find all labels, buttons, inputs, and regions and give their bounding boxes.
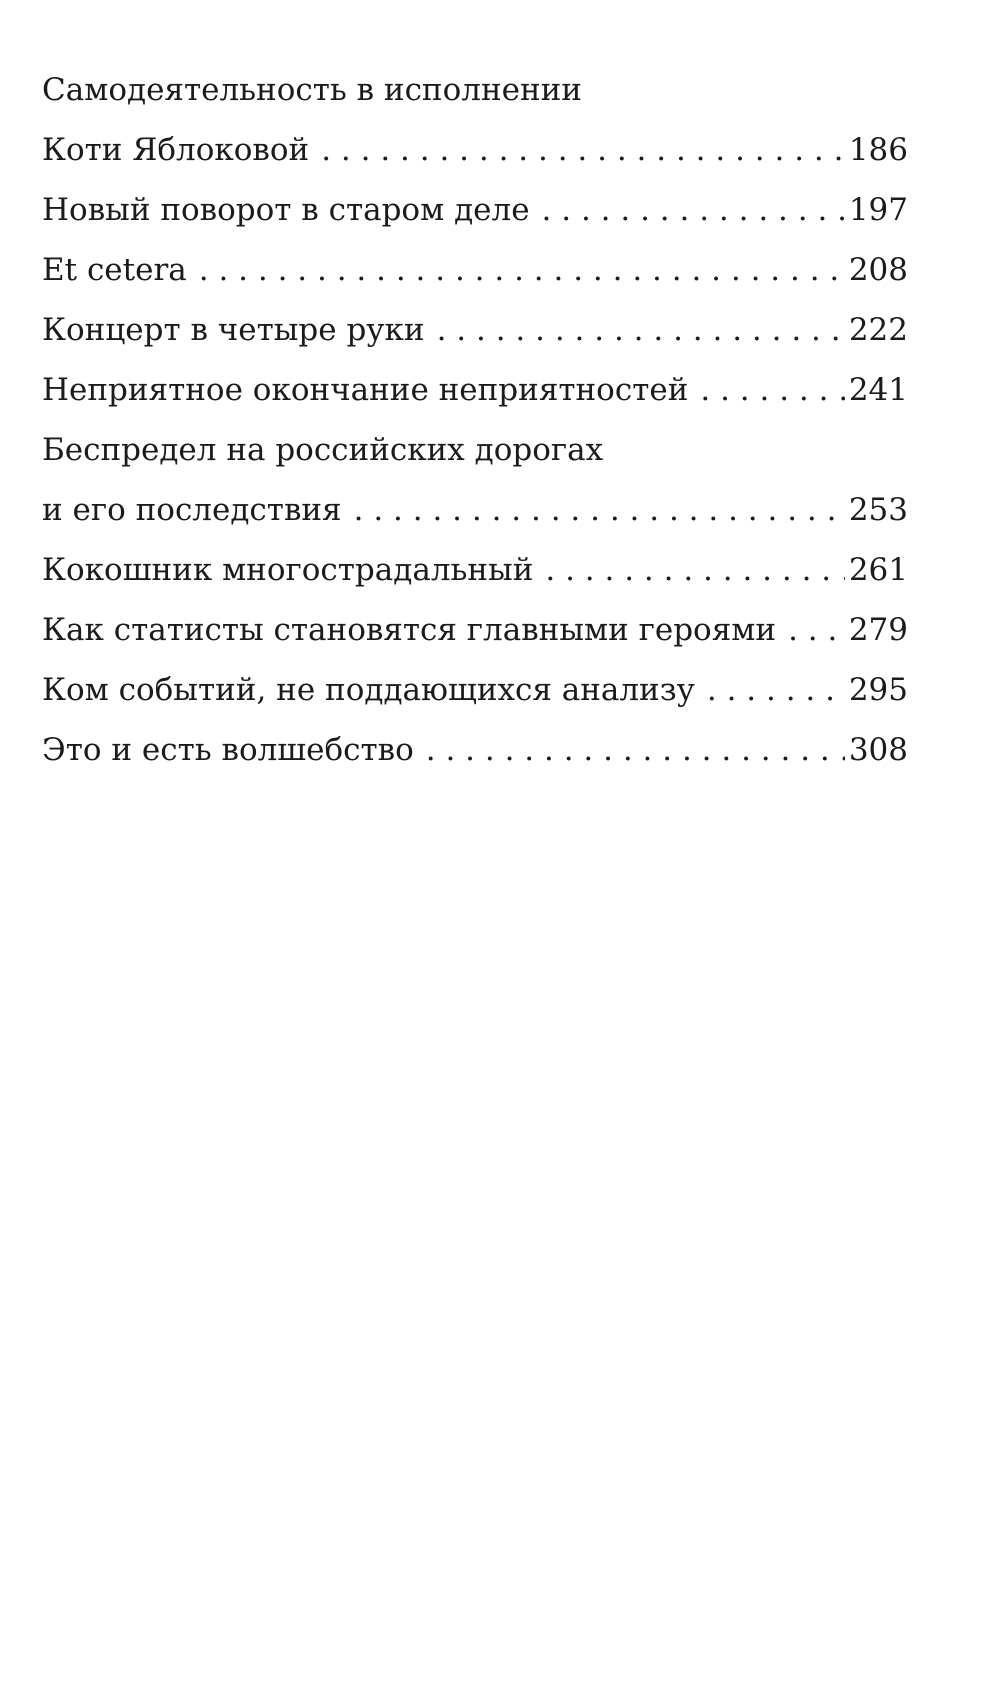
dot-leader xyxy=(788,600,845,660)
toc-page-number: 253 xyxy=(848,492,908,528)
dot-leader xyxy=(426,720,845,780)
toc-entry-title: Концерт в четыре руки xyxy=(42,312,425,348)
toc-page-number: 295 xyxy=(848,672,908,708)
dot-leader xyxy=(545,540,844,600)
toc-entry[interactable] xyxy=(42,180,908,240)
toc-entry-line xyxy=(42,480,908,540)
toc-entry-line xyxy=(42,300,908,360)
dot-leader xyxy=(437,300,845,360)
toc-page-number: 186 xyxy=(848,132,908,168)
toc-entry-title: Самодеятельность в исполнении xyxy=(42,72,582,108)
toc-entry[interactable] xyxy=(42,360,908,420)
toc-page-number: 222 xyxy=(848,312,908,348)
toc-entry-line xyxy=(42,660,908,720)
toc-page-number: 208 xyxy=(848,252,908,288)
toc-entry-line xyxy=(42,600,908,660)
toc-entry[interactable] xyxy=(42,240,908,300)
toc-page-number: 279 xyxy=(848,612,908,648)
toc-page-number: 308 xyxy=(848,732,908,768)
toc-entry-line xyxy=(42,420,908,480)
toc-entry[interactable] xyxy=(42,420,908,540)
toc-entry-title: Коти Яблоковой xyxy=(42,132,310,168)
toc-entry[interactable] xyxy=(42,720,908,780)
toc-entry-title: Беспредел на российских дорогах xyxy=(42,432,604,468)
toc-entry-line xyxy=(42,120,908,180)
toc-entry-line xyxy=(42,540,908,600)
toc-entry-title: Кокошник многострадальный xyxy=(42,552,534,588)
toc-entry[interactable] xyxy=(42,540,908,600)
toc-entry-line xyxy=(42,720,908,780)
toc-entry-line xyxy=(42,60,908,120)
toc-entry-title: Неприятное окончание неприятностей xyxy=(42,372,689,408)
toc-entry[interactable] xyxy=(42,660,908,720)
toc-entry[interactable] xyxy=(42,600,908,660)
table-of-contents xyxy=(42,60,908,780)
dot-leader xyxy=(321,120,845,180)
toc-page-number: 241 xyxy=(848,372,908,408)
toc-page-number: 197 xyxy=(848,192,908,228)
toc-entry-title: Новый поворот в старом деле xyxy=(42,192,530,228)
dot-leader xyxy=(199,240,845,300)
toc-entry-title: Et cetera xyxy=(42,252,187,288)
toc-entry-line xyxy=(42,180,908,240)
toc-entry-title: и его последствия xyxy=(42,492,342,528)
dot-leader xyxy=(700,360,844,420)
toc-entry[interactable] xyxy=(42,60,908,180)
toc-entry-title: Это и есть волшебство xyxy=(42,732,414,768)
dot-leader xyxy=(542,180,845,240)
toc-page-number: 261 xyxy=(848,552,908,588)
toc-entry[interactable] xyxy=(42,300,908,360)
toc-entry-title: Ком событий, не поддающихся анализу xyxy=(42,672,695,708)
toc-entry-line xyxy=(42,240,908,300)
toc-entry-title: Как статисты становятся главными героями xyxy=(42,612,777,648)
dot-leader xyxy=(707,660,845,720)
toc-entry-line xyxy=(42,360,908,420)
dot-leader xyxy=(354,480,845,540)
